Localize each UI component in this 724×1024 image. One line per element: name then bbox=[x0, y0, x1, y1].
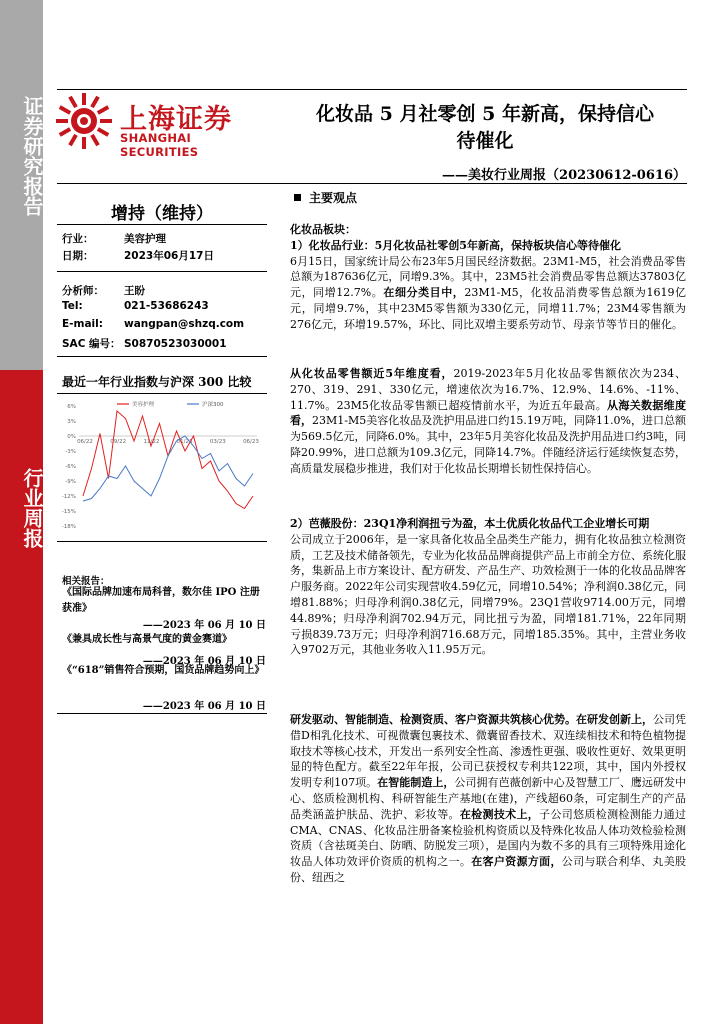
key-points-heading bbox=[294, 189, 357, 206]
x-tick-label: 03/23 bbox=[209, 439, 226, 445]
report-type-label: 证券研究报告 bbox=[20, 96, 44, 216]
title-line-1: 化妆品 5 月社零创 5 年新高，保持信心 bbox=[316, 103, 654, 125]
company-subheading: 2）芭薇股份：23Q1净利润扭亏为盈，本土优质化妆品代工企业增长可期 bbox=[290, 517, 650, 530]
x-tick-label: 09/22 bbox=[110, 439, 127, 445]
meta-rule bbox=[57, 271, 267, 272]
legend-label: 沪深300 bbox=[202, 402, 224, 408]
header-rule-top bbox=[57, 89, 687, 90]
tel-row bbox=[62, 300, 209, 312]
company-logo bbox=[56, 93, 256, 159]
x-tick-label: 06/23 bbox=[243, 439, 259, 445]
tel-label: Tel: bbox=[62, 300, 83, 312]
related-bottom-rule bbox=[57, 713, 267, 714]
sac-label: SAC 编号： bbox=[62, 338, 121, 350]
report-title bbox=[285, 101, 685, 155]
industry-row bbox=[62, 231, 166, 246]
legend-label: 美容护理 bbox=[132, 402, 155, 408]
section-label: 行业周报 bbox=[20, 468, 44, 548]
left-band bbox=[0, 0, 43, 1024]
y-tick-label: 6% bbox=[67, 404, 76, 410]
company-body: 公司成立于2006年，是一家具备化妆品全品类生产能力，拥有化妆品独立检测资质，工艺及技术储备领先，专业为化妆品品牌商提供产品上市前全方位、系统化服务，集新品上市方案设计、配方研发、产品生产、功效检测于一体的化妆品品牌客户服务商。2022年公司实现营收4.59亿元，同增10.54%；净利润0.38亿元，同增81.88%；归母净利润0.38亿元，同增79%。23Q1营收9714.00万元，同增44.89%；归母净利润702.94万元，同比扭亏为盈，同增181.71%，22年同期亏损839.73万元；归母净利润716.68万元，同增185.35%。其中，主营业务收入9702万元，其他业务收入11.95万元。 bbox=[290, 532, 686, 657]
industry-subheading: 1）化妆品行业：5月化妆品社零创5年新高，保持板块信心等待催化 bbox=[290, 238, 621, 252]
paragraph-retail: 从化妆品零售额近5年维度看，2019-2023年5月化妆品零售额依次为234、270、319、291、330亿元，增速依次为16.7%、12.9%、14.6%、-11%、11.7%。23M5化妆品零售额已超疫情前水平，为近五年最高。从海关数据维度看，23M1-M5美容化妆品及洗护用品进口约15.19万吨，同降11.0%，进口总额为569.5亿元，同降6.0%。其中，23年5月美容化妆品及洗护用品进口约3吨，同降20.99%，进口总额为109.3亿元，同降14.7%。伴随经济运行延续恢复态势，高质量发展稳步推进，我们对于化妆品长期增长韧性保持信心。 bbox=[290, 367, 687, 475]
chart-title: 最近一年行业指数与沪深 300 比较 bbox=[62, 375, 252, 389]
related-report-3[interactable]: 《“618”销售符合预期，国货品牌趋势向上》 bbox=[62, 665, 265, 676]
related-reports-title: 相关报告： bbox=[62, 576, 110, 587]
email-label: E-mail: bbox=[62, 318, 103, 330]
industry-value: 美容护理 bbox=[124, 233, 166, 245]
y-tick-label: -9% bbox=[65, 479, 76, 485]
industry-label: 行业： bbox=[62, 233, 94, 245]
header-rule-bottom bbox=[57, 183, 687, 184]
paragraph-advantages: 研发驱动、智能制造、检测资质、客户资源共筑核心优势。在研发创新上，公司凭借D相乳化技术、可视微囊包裹技术、微囊留香技术、双连续相技术和特色植物提取技术等核心技术，开发出一系列安全性高、渗透性更强、吸收性更好、效果更明显的特色配方。截至22年年报，公司已获授权专利共122项，其中，国内外授权发明专利107项。在智能制造上，公司拥有芭薇创新中心及智慧工厂、鹰远研发中心、悠质检测机构、科研智能生产基地(在建)，产线超60条，可定制生产的产品品类涵盖护肤品、洗护、彩妆等。在检测技术上，子公司悠质检测检测能力通过CMA、CNAS、化妆品注册备案检验机构资质以及特殊化妆品人体功效检验检测资质（含祛斑美白、防晒、防脱发三项），是国内为数不多的具有三项特殊用途化妆品人体功效评价资质的机构之一。在客户资源方面，公司与联合利华、丸美股份、纽西之 bbox=[290, 713, 687, 884]
related-report-2-date: ——2023 年 06 月 10 日 bbox=[142, 656, 266, 667]
related-report-3-date: ——2023 年 06 月 10 日 bbox=[142, 701, 266, 712]
sac-value: S0870523030001 bbox=[124, 338, 227, 350]
x-tick-label: 06/22 bbox=[77, 439, 93, 445]
industry-body: 6月15日，国家统计局公布23年5月国民经济数据。23M1-M5，社会消费品零售总额为187636亿元，同增9.3%。其中，23M5社会消费品零售总额达37803亿元，同增12.7%。在细分类目中，23M1-M5，化妆品消费零售总额为1619亿元，同增9.7%，其中23M5零售额为330亿元，同增11.7%；23M4零售额为276亿元，环增19.57%，环比、同比双增主要系劳动节、母亲节等节日的催化。 bbox=[290, 254, 687, 331]
email-row bbox=[62, 318, 244, 330]
x-tick-label: 01/23 bbox=[176, 439, 193, 445]
related-report-1[interactable]: 《国际品牌加速布局科普，数尔佳 IPO 注册获准》 bbox=[62, 587, 260, 614]
rating: 增持（维持） bbox=[111, 204, 213, 224]
y-tick-label: -12% bbox=[61, 494, 76, 500]
related-report-1-date: ——2023 年 06 月 10 日 bbox=[142, 620, 266, 631]
y-tick-label: 3% bbox=[67, 419, 76, 425]
y-tick-label: -18% bbox=[61, 524, 76, 530]
sac-row bbox=[62, 336, 227, 351]
y-tick-label: -6% bbox=[65, 464, 76, 470]
date-value: 2023年06月17日 bbox=[124, 250, 214, 262]
email-value[interactable]: wangpan@shzq.com bbox=[124, 318, 245, 330]
x-tick-label: 11/22 bbox=[143, 439, 160, 445]
date-label: 日期： bbox=[62, 250, 94, 262]
meta-rule-2 bbox=[57, 356, 267, 357]
y-tick-label: 0% bbox=[67, 434, 76, 440]
key-points-title: 主要观点 bbox=[309, 191, 358, 205]
bullet-square-icon bbox=[294, 194, 301, 201]
tel-value: 021-53686243 bbox=[124, 300, 209, 312]
logo-text-cn: 上海证券 bbox=[120, 104, 232, 135]
cosmetics-sector-heading: 化妆品板块： bbox=[290, 223, 356, 236]
report-subtitle: ——美妆行业周报（20230612-0616） bbox=[442, 168, 686, 183]
logo-emblem-icon bbox=[56, 93, 112, 149]
paragraph-company bbox=[290, 516, 686, 658]
chart-bottom-rule bbox=[57, 541, 267, 542]
index-comparison-chart bbox=[57, 396, 267, 536]
y-tick-label: -15% bbox=[61, 509, 76, 515]
analyst-value: 王盼 bbox=[124, 285, 145, 297]
series-line bbox=[83, 411, 253, 509]
logo-text-en: SHANGHAI SECURITIES bbox=[120, 131, 199, 159]
date-row bbox=[62, 248, 214, 263]
rating-rule bbox=[57, 224, 267, 225]
title-line-2: 待催化 bbox=[456, 130, 514, 152]
y-tick-label: -3% bbox=[65, 449, 76, 455]
paragraph-industry bbox=[290, 222, 686, 333]
chart-title-rule bbox=[57, 393, 267, 394]
related-report-2[interactable]: 《兼具成长性与高景气度的黄金赛道》 bbox=[62, 634, 232, 645]
analyst-label: 分析师： bbox=[62, 285, 104, 297]
analyst-row bbox=[62, 283, 145, 298]
